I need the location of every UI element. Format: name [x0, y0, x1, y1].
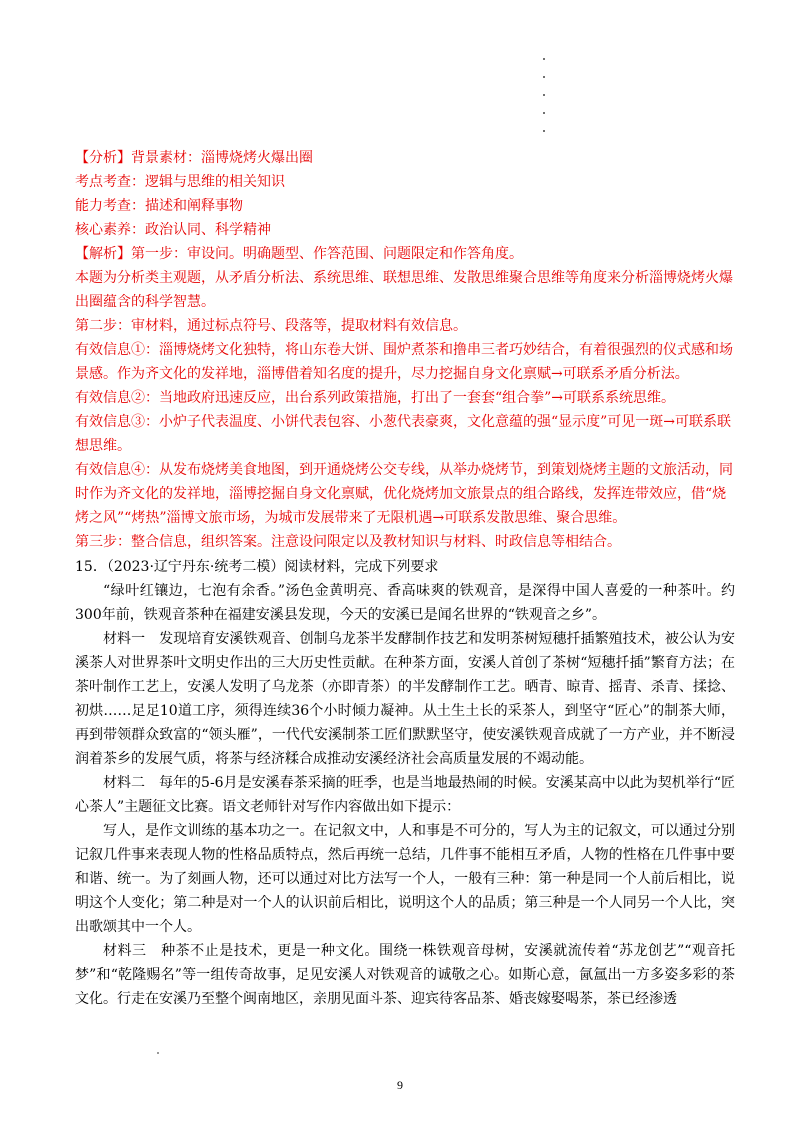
analysis-line: 有效信息③：小炉子代表温度、小饼代表包容、小葱代表豪爽，文化意蕴的强“显示度”可见一斑→可联系联想思维。: [75, 414, 732, 454]
analysis-line: 考点考查：逻辑与思维的相关知识: [75, 174, 285, 190]
analysis-line: 第二步：审材料，通过标点符号、段落等，提取材料有效信息。: [75, 318, 467, 334]
analysis-line: 有效信息②：当地政府迅速反应，出台系列政策措施，打出了一套套“组合拳”→可联系系统思维。: [75, 390, 676, 406]
analysis-line: 【解析】第一步：审设问。明确题型、作答范围、问题限定和作答角度。: [75, 246, 523, 262]
question-section: [75, 555, 735, 1011]
analysis-line: 能力考查：描述和阐释事物: [75, 198, 243, 214]
margin-dots: [543, 58, 545, 132]
analysis-line: 有效信息①：淄博烧烤文化独特，将山东卷大饼、围炉煮茶和撸串三者巧妙结合，有着很强烈的仪式感和场景感。作为齐文化的发祥地，淄博借着知名度的提升，尽力挖掘自身文化禀赋→可联系矛盾分析法。: [75, 342, 733, 382]
analysis-line: 有效信息④：从发布烧烤美食地图，到开通烧烤公交专线，从举办烧烤节，到策划烧烤主题的文旅活动，同时作为齐文化的发祥地，淄博挖掘自身文化禀赋，优化烧烤加文旅景点的组合路线，发挥连带效应，借“烧烤之风”“烤热”淄博文旅市场，为城市发展带来了无限机遇→可联系发散思维、聚合思维。: [75, 462, 733, 526]
analysis-line: 本题为分析类主观题，从矛盾分析法、系统思维、联想思维、发散思维聚合思维等角度来分析淄博烧烤火爆出圈蕴含的科学智慧。: [75, 270, 733, 310]
analysis-line: 第三步：整合信息，组织答案。注意设问限定以及教材知识与材料、时政信息等相结合。: [75, 534, 621, 550]
question-paragraph: “绿叶红镶边，七泡有余香。”汤色金黄明亮、香高味爽的铁观音，是深得中国人喜爱的一种茶叶。约300年前，铁观音茶种在福建安溪县发现，今天的安溪已是闻名世界的“铁观音之乡”。: [75, 583, 735, 623]
analysis-section: [75, 146, 735, 554]
corner-mark: [157, 1052, 159, 1054]
page-content: [75, 146, 735, 1011]
question-paragraph: 材料一 发现培育安溪铁观音、创制乌龙茶半发酵制作技艺和发明茶树短穗扦插繁殖技术，被公认为安溪茶人对世界茶叶文明史作出的三大历史性贡献。在种茶方面，安溪人首创了茶树“短穗扦插”繁育方法；在茶叶制作工艺上，安溪人发明了乌龙茶（亦即青茶）的半发酵制作工艺。晒青、晾青、摇青、杀青、揉捻、初烘……足足10道工序，须得连续36个小时倾力凝神。从土生土长的采茶人，到坚守“匠心”的制茶大师，再到带领群众致富的“领头雁”，一代代安溪制茶工匠们默默坚守，使安溪铁观音成就了一方产业，并不断浸润着茶乡的发展气质，将茶与经济糅合成推动安溪经济社会高质量发展的不竭动能。: [75, 631, 735, 767]
question-paragraph: 材料三 种茶不止是技术，更是一种文化。围绕一株铁观音母树，安溪就流传着“苏龙创艺”“观音托梦”和“乾隆赐名”等一组传奇故事，足见安溪人对铁观音的诚敬之心。如斯心意，氤氲出一方多姿多彩的茶文化。行走在安溪乃至整个闽南地区，亲朋见面斗茶、迎宾待客品茶、婚丧嫁娶喝茶，茶已经渗透: [75, 943, 735, 1007]
analysis-line: 【分析】背景素材：淄博烧烤火爆出圈: [75, 150, 313, 166]
question-paragraph: 写人，是作文训练的基本功之一。在记叙文中，人和事是不可分的，写人为主的记叙文，可以通过分别记叙几件事来表现人物的性格品质特点，然后再统一总结，几件事不能相互矛盾，人物的性格在几件事中要和谐、统一。为了刻画人物，还可以通过对比方法写一个人，一般有三种：第一种是同一个人前后相比，说明这个人变化；第二种是对一个人的认识前后相比，说明这个人的品质；第三种是一个人同另一个人比，突出歌颂其中一个人。: [75, 823, 735, 935]
question-paragraph: 材料二 每年的5-6月是安溪春茶采摘的旺季，也是当地最热闹的时候。安溪某高中以此为契机举行“匠心茶人”主题征文比赛。语文老师针对写作内容做出如下提示：: [75, 775, 735, 815]
question-header: 15．（2023·辽宁丹东·统考二模）阅读材料，完成下列要求: [75, 559, 439, 575]
page-number: 9: [397, 1078, 403, 1092]
analysis-line: 核心素养：政治认同、科学精神: [75, 222, 271, 238]
